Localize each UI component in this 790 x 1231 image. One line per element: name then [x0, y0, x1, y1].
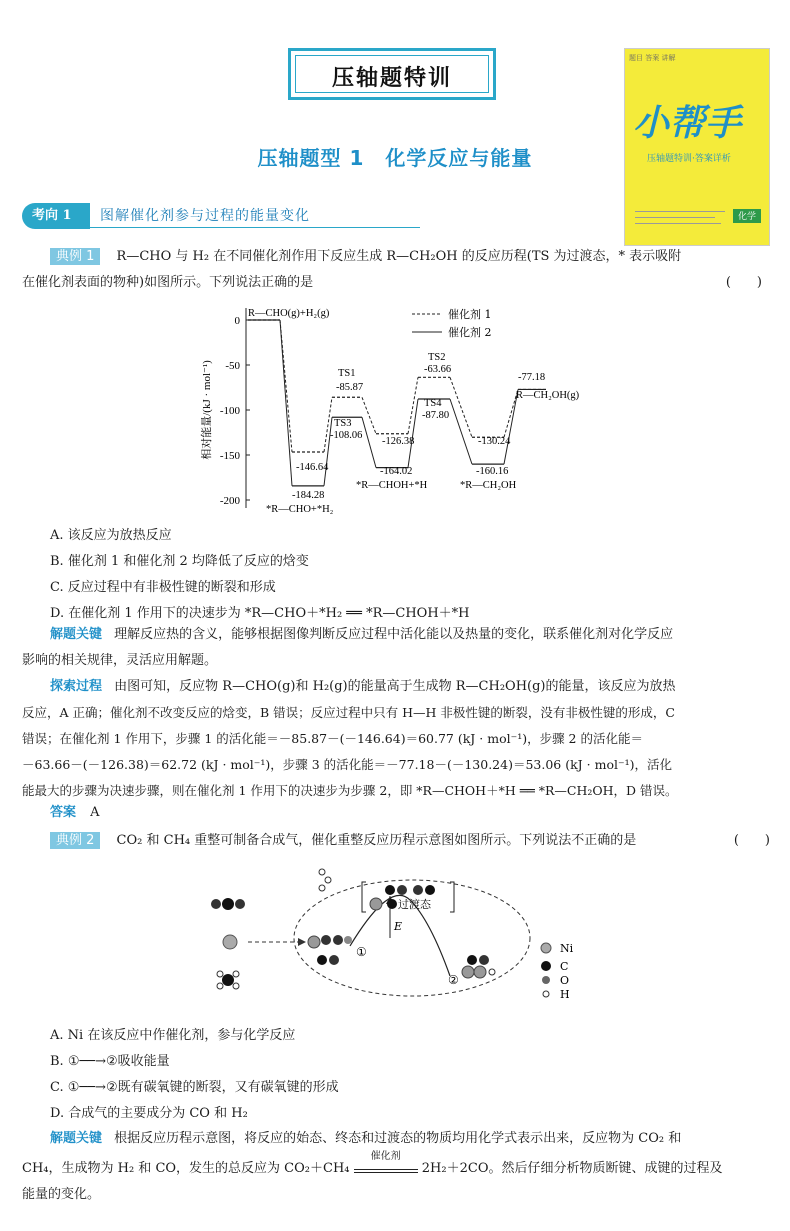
label-ts3: TS3	[334, 418, 352, 429]
page-title: 压轴题特训	[331, 65, 452, 91]
y-tick-label: -100	[219, 405, 240, 417]
q2-analysis-2a: CH₄，生成物为 H₂ 和 CO，发生的总反应为 CO₂＋CH₄	[22, 1161, 350, 1176]
q2-analysis-3: 能量的变化。	[22, 1187, 101, 1202]
q1-answer-line	[50, 800, 100, 826]
q1-key-label: 解题关键	[50, 627, 103, 642]
cover-subject: 化学	[733, 209, 761, 223]
q2-paren: ( )	[733, 833, 770, 848]
connector-2-1	[280, 320, 292, 486]
q1-paren: ( )	[725, 275, 762, 290]
co2-molecule	[211, 898, 245, 910]
q1-explore-4: 能最大的步骤为决速步骤，则在催化剂 1 作用下的决速步为步骤 2，即 *R—CHOH＋*H ══ *R—CH₂OH，D 错误。	[22, 783, 678, 798]
label-v5: -126.38	[382, 436, 415, 447]
energy-profile-chart	[196, 298, 616, 520]
q1-key-line	[50, 622, 770, 648]
q1-option-d: D. 在催化剂 1 作用下的决速步为 *R—CHO＋*H₂ ══ *R—CHOH＋*H	[50, 606, 470, 621]
q2-option-a: A. Ni 在该反应中作催化剂，参与化学反应	[50, 1028, 296, 1043]
q1-explore-0: 由图可知，反应物 R—CHO(g)和 H₂(g)的能量高于生成物 R—CH₂OH(g)的能量，该反应为放热	[114, 679, 676, 694]
q2-analysis-text: 根据反应历程示意图，将反应的始态、终态和过渡态的物质均用化学式表示出来，反应物为 CO₂ 和	[114, 1131, 682, 1146]
q1-option-a: A. 该反应为放热反应	[50, 528, 172, 543]
connector-2-3	[362, 417, 376, 467]
label-end: R—CH₂OH(g)	[516, 390, 580, 401]
label-v1: -146.64	[296, 462, 329, 473]
step-2-label: ②	[448, 973, 459, 987]
label-ts2: TS2	[428, 352, 446, 363]
legend-ni: Ni	[560, 942, 574, 955]
q1-stem-line1: R—CHO 与 H₂ 在不同催化剂作用下反应生成 R—CH₂OH 的反应历程(TS 为过渡态，* 表示吸附	[116, 249, 682, 264]
q1-explore-label: 探索过程	[50, 679, 103, 694]
subtitle: 压轴题型 1 化学反应与能量	[257, 146, 533, 170]
label-ts1: TS1	[338, 368, 356, 379]
legend-c: C	[560, 960, 569, 973]
label-v3: -85.87	[336, 382, 364, 393]
cover-logo: 小帮手	[633, 103, 742, 144]
section-title: 图解催化剂参与过程的能量变化	[100, 208, 310, 224]
connector-2-2	[324, 417, 332, 486]
label-v11: -77.18	[518, 372, 546, 383]
step-1-label: ①	[356, 945, 367, 959]
section-underline	[90, 227, 420, 228]
section-header	[22, 203, 422, 229]
section-badge: 考向 1	[22, 203, 90, 229]
q2-option-b: B. ①──→②吸收能量	[50, 1054, 170, 1069]
q1-answer: A	[90, 805, 100, 820]
q2-option-c: C. ①──→②既有碳氧键的断裂，又有碳氧键的形成	[50, 1080, 339, 1095]
q2-stem	[50, 828, 770, 854]
label-ts4: TS4	[424, 398, 442, 409]
legend-cat1: 催化剂 1	[448, 308, 492, 321]
book-cover	[624, 48, 770, 246]
label-v4: -108.06	[330, 430, 363, 441]
label-v6: -164.02	[380, 466, 413, 477]
q2-analysis-label: 解题关键	[50, 1131, 103, 1146]
q2-tag: 典例 2	[50, 832, 100, 849]
transition-state-label: 过渡态	[398, 898, 431, 911]
y-tick-label: 0	[234, 315, 240, 327]
label-s3: *R—CH₂OH	[460, 480, 517, 491]
q1-option-b: B. 催化剂 1 和催化剂 2 均降低了反应的焓变	[50, 554, 309, 569]
cover-top-text: 题目 答案 讲解	[629, 54, 676, 62]
label-v10: -160.16	[476, 466, 509, 477]
connector-1-4	[408, 377, 418, 433]
connector-2-4	[408, 399, 418, 468]
label-v8: -87.80	[422, 410, 450, 421]
q2-option-d: D. 合成气的主要成分为 CO 和 H₂	[50, 1106, 248, 1121]
q1-explore-3: －63.66－(－126.38)＝62.72 (kJ · mol⁻¹)，步骤 3 的活化能＝－77.18－(－130.24)＝53.06 (kJ · mol⁻¹)，活化	[22, 757, 672, 772]
cover-subtitle: 压轴题特训·答案详析	[647, 154, 731, 164]
q2-analysis-line	[50, 1126, 770, 1152]
q1-option-c: C. 反应过程中有非极性键的断裂和形成	[50, 580, 276, 595]
state-2-species	[462, 955, 495, 978]
catalyst-label: 催化剂	[370, 1150, 401, 1162]
q1-key-text: 理解反应热的含义，能够根据图像判断反应过程中活化能以及热量的变化，联系催化剂对化学反应	[114, 627, 674, 642]
title-box	[288, 48, 496, 100]
legend-cat2: 催化剂 2	[448, 326, 492, 339]
q1-stem-line2: 在催化剂表面的物种)如图所示。下列说法正确的是	[22, 275, 314, 290]
legend-o: O	[560, 974, 570, 987]
q1-tag: 典例 1	[50, 248, 100, 265]
label-v2: -184.28	[292, 490, 325, 501]
label-start: R—CHO(g)+H₂(g)	[248, 308, 330, 319]
reforming-diagram	[200, 860, 600, 1008]
y-tick-label: -50	[225, 360, 240, 372]
ch4-molecule	[217, 971, 239, 989]
y-tick-label: -150	[219, 450, 240, 462]
state-1-species	[308, 935, 352, 965]
legend-h: H	[560, 988, 570, 1001]
connector-2-5	[450, 399, 472, 464]
q1-key-text2: 影响的相关规律，灵活应用解题。	[22, 653, 218, 668]
y-tick-label: -200	[219, 495, 240, 507]
connector-1-3	[362, 397, 376, 433]
atom-legend	[541, 942, 574, 1001]
q1-answer-label: 答案	[50, 805, 77, 820]
q2-analysis-2b: 2H₂＋2CO。然后仔细分析物质断键、成键的过程及	[421, 1161, 723, 1176]
y-axis-label: 相对能量/(kJ · mol⁻¹)	[201, 360, 213, 460]
ni-atom	[223, 935, 237, 949]
q2-stem-text: CO₂ 和 CH₄ 重整可制备合成气，催化重整反应历程示意图如图所示。下列说法不正确的是	[116, 833, 637, 848]
q1-explore-2: 错误；在催化剂 1 作用下，步骤 1 的活化能＝－85.87－(－146.64)＝60.77 (kJ · mol⁻¹)，步骤 2 的活化能＝	[22, 731, 643, 746]
q1-stem	[50, 244, 770, 270]
q1-stem2	[22, 270, 762, 296]
q1-explore-line	[50, 674, 770, 700]
label-s2: *R—CHOH+*H	[356, 480, 428, 491]
label-v9: -130.24	[478, 436, 511, 447]
energy-e-label: E	[394, 920, 403, 933]
label-v7: -63.66	[424, 364, 452, 375]
label-s1: *R—CHO+*H₂	[266, 504, 334, 515]
q1-explore-1: 反应，A 正确；催化剂不改变反应的焓变，B 错误；反应过程中只有 H—H 非极性键的断裂，没有非极性键的形成，C	[22, 705, 675, 720]
q2-analysis-line2	[22, 1150, 782, 1182]
